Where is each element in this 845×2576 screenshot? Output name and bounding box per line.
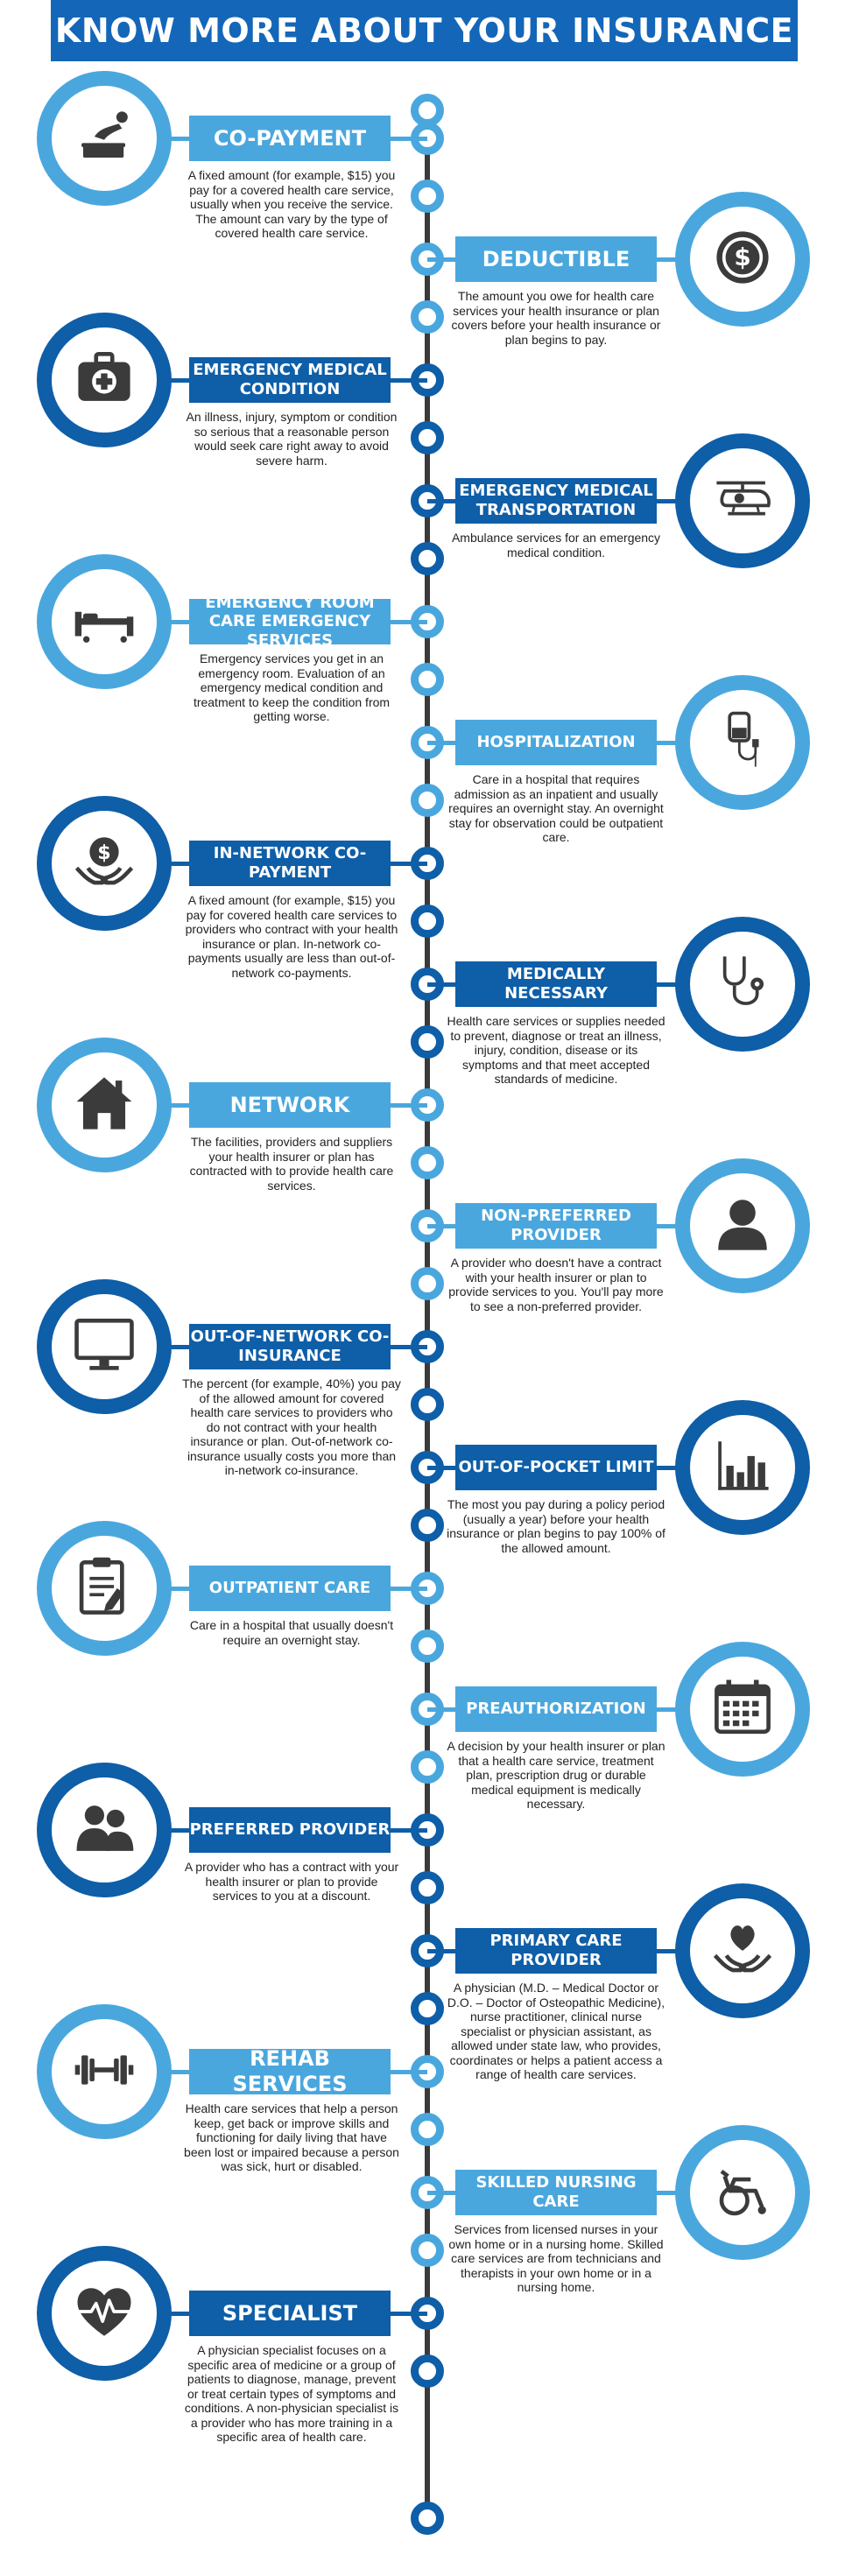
term-title: SPECIALIST <box>189 2291 391 2336</box>
icon-circle-inner <box>52 569 157 674</box>
hands-holding-dollar-icon <box>72 829 137 898</box>
term-title: PREAUTHORIZATION <box>455 1686 657 1732</box>
term-description: A physician specialist focuses on a specific area of medicine or a group of patients to diagnose, manage, prevent or treat certain types of symptoms and conditions. A non-physician specialist is a provider who has more training in a specific area of health care. <box>184 2343 399 2444</box>
iv-drip-icon <box>710 708 775 778</box>
icon-circle-inner <box>690 448 795 553</box>
timeline-node <box>411 1509 444 1542</box>
icon-circle-inner <box>690 1173 795 1278</box>
icon-circle-inner <box>52 1294 157 1399</box>
icon-circle <box>675 675 810 810</box>
term-description: A physician (M.D. – Medical Doctor or D.O. – Doctor of Osteopathic Medicine), nurse practitioner, clinical nurse specialist or physician assistant, as allowed under state law, who provides, coordinates or helps a patient access a range of health care services. <box>447 1981 665 2081</box>
icon-circle <box>37 554 172 689</box>
term-description: Health care services that help a person keep, get back or improve skills and functioning for daily living that have been lost or impaired because a person was sick, hurt or disabled. <box>184 2101 399 2173</box>
timeline-node <box>411 904 444 938</box>
term-title: MEDICALLY NECESSARY <box>455 961 657 1007</box>
icon-circle <box>675 1400 810 1535</box>
timeline-node <box>411 421 444 454</box>
term-title: OUT-OF-NETWORK CO-INSURANCE <box>189 1324 391 1369</box>
term-description: Health care services or supplies needed to prevent, diagnose or treat an illness, injury, condition, disease or its symptoms and that meet accepted standards of medicine. <box>447 1014 665 1086</box>
term-title: OUTPATIENT CARE <box>189 1566 391 1611</box>
timeline-node <box>411 1388 444 1421</box>
calendar-icon <box>710 1675 775 1744</box>
icon-circle <box>675 1158 810 1293</box>
page-title: KNOW MORE ABOUT YOUR INSURANCE <box>54 11 794 50</box>
timeline-node <box>411 1992 444 2025</box>
hospital-bed-icon <box>72 588 137 657</box>
icon-circle <box>37 2246 172 2381</box>
term-title: HOSPITALIZATION <box>455 720 657 765</box>
timeline-node <box>411 784 444 817</box>
hand-dropping-coin-icon <box>72 104 137 173</box>
term-title: DEDUCTIBLE <box>455 236 657 282</box>
icon-circle-inner <box>52 327 157 433</box>
term-title: EMERGENCY ROOM CARE EMERGENCY SERVICES <box>189 599 391 644</box>
icon-circle <box>37 1763 172 1897</box>
svg-text:$: $ <box>97 841 111 864</box>
term-description: A fixed amount (for example, $15) you pay for covered health care services to providers who contract with your health insurance or plan. In-network co-payments usually are less than out-of-network co-payments. <box>185 893 398 980</box>
term-title: PREFERRED PROVIDER <box>189 1807 391 1853</box>
dumbbell-icon <box>72 2038 137 2107</box>
page-header-banner <box>51 0 798 61</box>
term-description: A provider who has a contract with your health insurer or plan to provide services to you at a discount. <box>184 1860 399 1903</box>
timeline-end-node <box>411 2502 444 2535</box>
term-description: Ambulance services for an emergency medical condition. <box>451 531 661 560</box>
timeline-line <box>425 110 430 2518</box>
icon-circle-inner <box>52 1052 157 1158</box>
term-title: IN-NETWORK CO-PAYMENT <box>189 841 391 886</box>
icon-circle-inner <box>690 207 795 312</box>
timeline-node <box>411 1267 444 1300</box>
timeline-node <box>411 300 444 334</box>
hands-holding-heart-icon <box>710 1917 775 1986</box>
icon-circle <box>37 71 172 206</box>
icon-circle <box>37 1038 172 1172</box>
icon-circle-inner <box>690 932 795 1037</box>
timeline-node <box>411 1025 444 1059</box>
icon-circle-inner <box>52 2261 157 2366</box>
timeline-node <box>411 1750 444 1784</box>
term-description: Emergency services you get in an emergency room. Evaluation of an emergency medical condition and treatment to keep the condition from getting worse. <box>193 651 391 723</box>
icon-circle <box>675 1642 810 1777</box>
timeline-node <box>411 1629 444 1663</box>
timeline-node <box>411 663 444 696</box>
timeline-node <box>411 2354 444 2388</box>
icon-circle <box>675 192 810 327</box>
icon-circle <box>675 433 810 568</box>
icon-circle <box>37 1521 172 1656</box>
term-title: NON-PREFERRED PROVIDER <box>455 1203 657 1249</box>
icon-circle-inner <box>690 690 795 795</box>
icon-circle-inner <box>690 1415 795 1520</box>
timeline-node <box>411 2234 444 2267</box>
term-description: The percent (for example, 40%) you pay of the allowed amount for covered health care services to providers who do not contract with your health insurance or plan. Out-of-network co-insurance usually costs you more than in-network co-insurance. <box>182 1376 401 1477</box>
icon-circle <box>675 2125 810 2260</box>
person-icon <box>710 1192 775 1261</box>
term-title: REHAB SERVICES <box>189 2049 391 2094</box>
term-description: The most you pay during a policy period (usually a year) before your health insurance or plan begins to pay 100% of the allowed amount. <box>447 1497 665 1555</box>
timeline-node <box>411 1871 444 1904</box>
term-title: EMERGENCY MEDICAL CONDITION <box>189 357 391 403</box>
first-aid-kit-icon <box>72 346 137 415</box>
svg-text:$: $ <box>734 242 751 271</box>
term-description: Care in a hospital that requires admission as an inpatient and usually requires an overnight stay. An overnight stay for observation could be outpatient care. <box>448 772 664 844</box>
icon-circle-inner <box>690 1898 795 2003</box>
term-title: CO-PAYMENT <box>189 116 391 161</box>
term-title: OUT-OF-POCKET LIMIT <box>455 1445 657 1490</box>
term-description: Care in a hospital that usually doesn't require an overnight stay. <box>189 1618 394 1647</box>
icon-circle <box>37 796 172 931</box>
medical-helicopter-icon <box>710 467 775 536</box>
term-description: The facilities, providers and suppliers your health insurer or plan has contracted with to provide health care services. <box>189 1135 394 1193</box>
term-title: NETWORK <box>189 1082 391 1128</box>
timeline-node <box>411 542 444 575</box>
icon-circle-inner <box>690 2140 795 2245</box>
icon-circle-inner <box>52 86 157 191</box>
two-people-icon <box>72 1796 137 1865</box>
icon-circle <box>675 1883 810 2018</box>
icon-circle-inner <box>52 1777 157 1883</box>
bar-chart-icon <box>710 1433 775 1503</box>
heart-pulse-icon <box>72 2279 137 2348</box>
timeline-end-node <box>411 94 444 127</box>
house-icon <box>72 1071 137 1140</box>
icon-circle-inner <box>690 1657 795 1762</box>
term-title: SKILLED NURSING CARE <box>455 2170 657 2215</box>
wheelchair-icon <box>710 2158 775 2228</box>
dollar-coin-icon <box>710 225 775 294</box>
stethoscope-icon <box>710 950 775 1019</box>
icon-circle-inner <box>52 1536 157 1641</box>
icon-circle <box>675 917 810 1052</box>
icon-circle-inner <box>52 811 157 916</box>
timeline-node <box>411 179 444 213</box>
timeline-node <box>411 1146 444 1179</box>
icon-circle <box>37 1279 172 1414</box>
term-description: A fixed amount (for example, $15) you pay for a covered health care service, usually when you receive the service. The amount can vary by the type of covered health care service. <box>187 168 396 240</box>
term-description: The amount you owe for health care services your health insurance or plan covers before your health insurance or plan begins to pay. <box>451 289 661 347</box>
term-title: PRIMARY CARE PROVIDER <box>455 1928 657 1974</box>
clipboard-icon <box>72 1554 137 1623</box>
term-description: A decision by your health insurer or plan that a health care service, treatment plan, prescription drug or durable medical equipment is medically necessary. <box>447 1739 665 1811</box>
term-title: EMERGENCY MEDICAL TRANSPORTATION <box>455 478 657 524</box>
term-description: An illness, injury, symptom or condition so serious that a reasonable person would seek care right away to avoid severe harm. <box>186 410 398 468</box>
icon-circle <box>37 313 172 447</box>
computer-monitor-icon <box>72 1313 137 1382</box>
icon-circle-inner <box>52 2019 157 2124</box>
timeline-node <box>411 2113 444 2146</box>
term-description: Services from licensed nurses in your own home or in a nursing home. Skilled care services are from technicians and therapists in your own home or in a nursing home. <box>448 2222 664 2294</box>
term-description: A provider who doesn't have a contract with your health insurer or plan to provide services to you. You'll pay more to see a non-preferred provider. <box>448 1256 664 1313</box>
icon-circle <box>37 2004 172 2139</box>
